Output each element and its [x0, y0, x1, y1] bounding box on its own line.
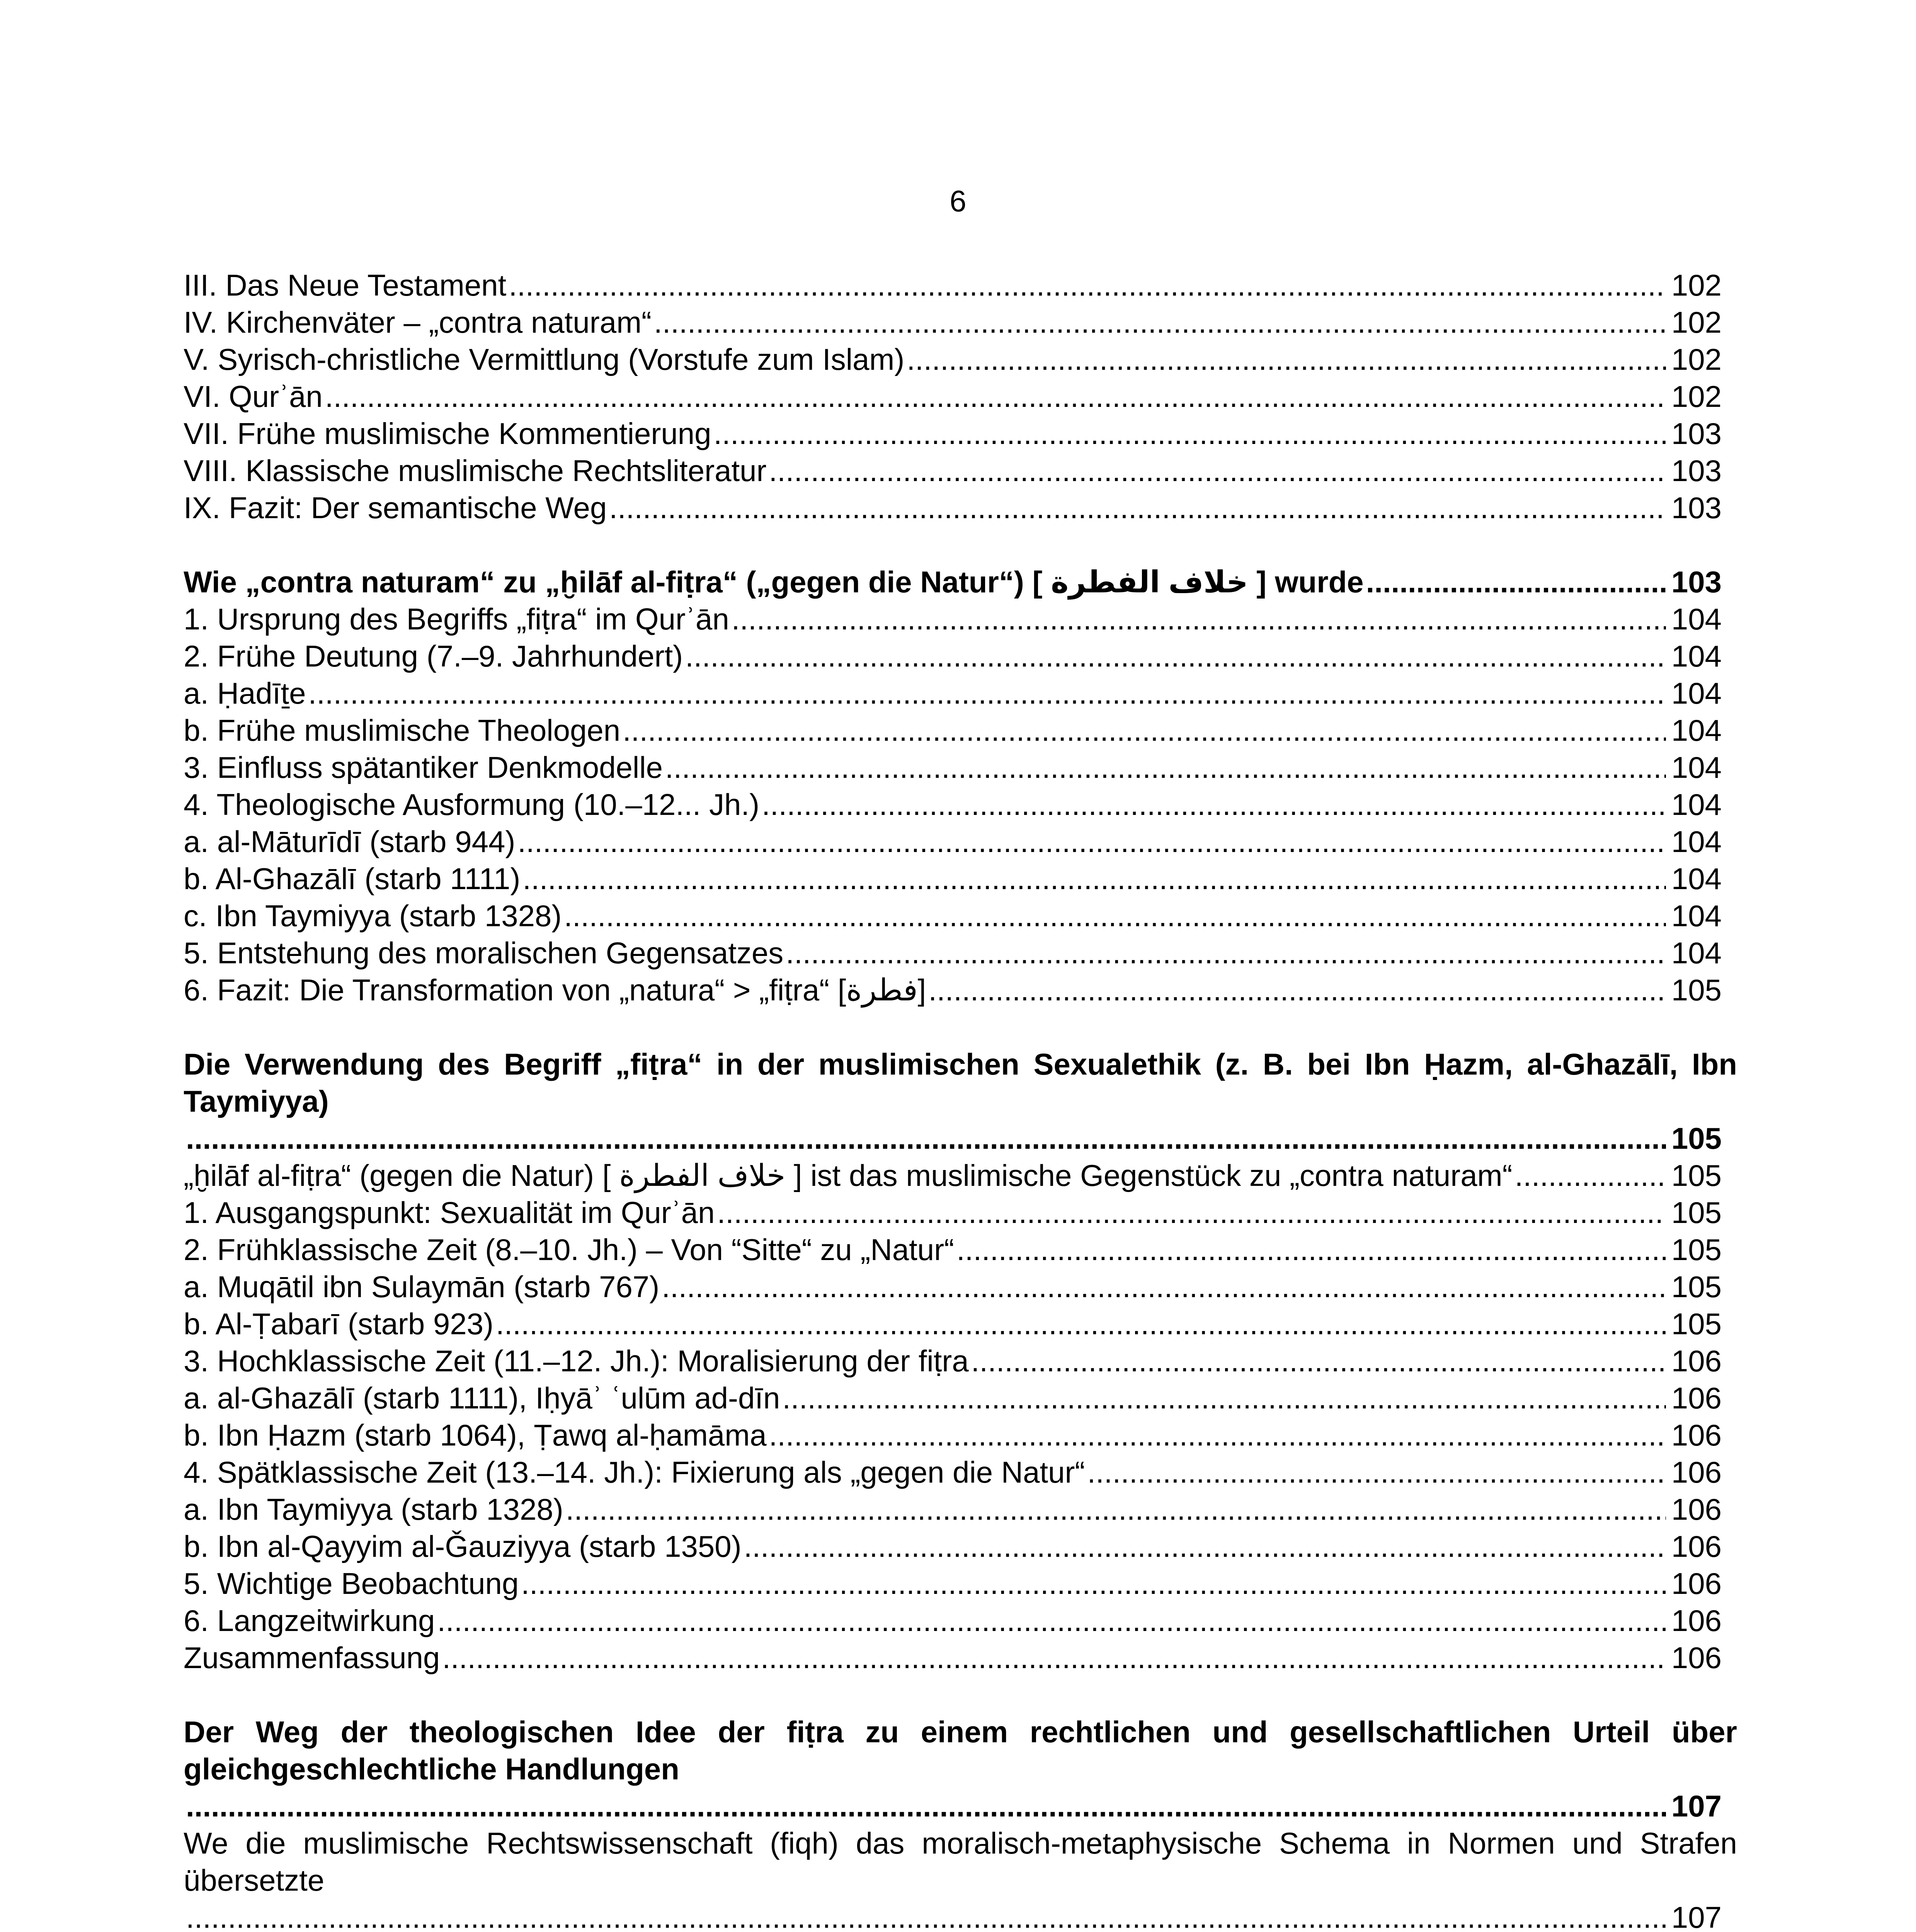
- toc-entry: [184, 452, 1737, 489]
- toc-entry-page: 105: [1671, 973, 1722, 1007]
- toc-heading: [184, 1713, 1737, 1825]
- toc-entry-label: a. al-Māturīdī (starb 944): [184, 825, 516, 859]
- toc-entry-page: 104: [1671, 787, 1722, 821]
- toc-entry: [184, 1825, 1737, 1932]
- toc-entry: [184, 1528, 1737, 1565]
- toc-entry: [184, 1305, 1737, 1342]
- toc-entry-label: a. Ḥadīṯe: [184, 676, 306, 710]
- dot-leader: [308, 675, 1666, 712]
- toc-entry-page: 104: [1671, 602, 1722, 636]
- toc-entry-page: 104: [1671, 899, 1722, 933]
- toc-entry-page: 102: [1671, 305, 1722, 339]
- dot-leader: [732, 600, 1666, 638]
- toc-entry: [184, 971, 1737, 1009]
- toc-entry-page: 103: [1671, 454, 1722, 488]
- toc-entry-label: III. Das Neue Testament: [184, 268, 507, 302]
- toc-entry: [184, 1417, 1737, 1454]
- toc-entry-page: 104: [1671, 750, 1722, 784]
- dot-leader: [685, 638, 1666, 675]
- toc-entry-page: 106: [1671, 1381, 1722, 1415]
- dot-leader: [1515, 1157, 1666, 1194]
- toc-entry-label: Wie „contra naturam“ zu „ḫilāf al-fiṭra“ („gegen die Natur“) [ خلاف الفطرة ] wurde: [184, 565, 1364, 599]
- toc-entry-label: a. al-Ghazālī (starb 1111), Iḥyāʾ ʿulūm ad-dīn: [184, 1381, 780, 1415]
- toc-entry-page: 105: [1671, 1158, 1722, 1192]
- toc-entry-label: b. Ibn al-Qayyim al-Ǧauziyya (starb 1350): [184, 1529, 742, 1563]
- toc-entry-page: 106: [1671, 1529, 1722, 1563]
- toc-entry-label: 6. Fazit: Die Transformation von „natura“ > „fiṭra“ [فطرة]: [184, 973, 926, 1007]
- toc-entry-page: 102: [1671, 379, 1722, 413]
- toc-entry-label: b. Al-Ṭabarī (starb 923): [184, 1307, 494, 1341]
- toc-entry: [184, 1565, 1737, 1602]
- toc-entry-page: 104: [1671, 639, 1722, 673]
- dot-leader: [714, 415, 1666, 452]
- toc-entry: [184, 1194, 1737, 1231]
- toc-entry: [184, 489, 1737, 526]
- dot-leader: [769, 452, 1666, 489]
- dot-leader: [782, 1379, 1666, 1417]
- toc-entry-page: 106: [1671, 1641, 1722, 1675]
- toc-entry: [184, 823, 1737, 860]
- toc-entry-label: Zusammenfassung: [184, 1641, 440, 1675]
- toc-entry-label: VIII. Klassische muslimische Rechtsliteratur: [184, 454, 767, 488]
- toc-entry: [184, 304, 1737, 341]
- toc-entry: [184, 1454, 1737, 1491]
- toc-entry: [184, 860, 1737, 897]
- dot-leader: [665, 749, 1666, 786]
- toc-entry: [184, 934, 1737, 971]
- toc-entry-page: 104: [1671, 713, 1722, 747]
- toc-entry: [184, 1157, 1737, 1194]
- dot-leader: [907, 341, 1666, 378]
- dot-leader: [1087, 1454, 1666, 1491]
- dot-leader: [744, 1528, 1666, 1565]
- toc-entry: [184, 341, 1737, 378]
- toc-entry: [184, 1268, 1737, 1305]
- toc-entry-label: 5. Entstehung des moralischen Gegensatzes: [184, 936, 784, 970]
- toc-entry-label: VI. Qurʾān: [184, 379, 323, 413]
- toc-entry-page: 106: [1671, 1344, 1722, 1378]
- toc-entry: [184, 897, 1737, 934]
- toc-entry: [184, 638, 1737, 675]
- toc-entry-page: 105: [1671, 1307, 1722, 1341]
- dot-leader: [517, 823, 1666, 860]
- toc-entry-page: 104: [1671, 676, 1722, 710]
- toc-entry-label: b. Al-Ghazālī (starb 1111): [184, 862, 521, 896]
- toc-entry-label: Die Verwendung des Begriff „fiṭra“ in der muslimischen Sexualethik (z. B. bei Ibn Ḥazm, al-Ghazālī, Ibn Taymiyya): [184, 1047, 1737, 1118]
- dot-leader: [442, 1639, 1666, 1676]
- dot-leader: [609, 489, 1666, 526]
- toc-entry: [184, 267, 1737, 304]
- toc-entry: [184, 1342, 1737, 1379]
- toc-entry-label: 1. Ursprung des Begriffs „fiṭra“ im Qurʾān: [184, 602, 729, 636]
- toc-entry-page: 104: [1671, 862, 1722, 896]
- table-of-contents: [184, 267, 1737, 1932]
- toc-entry-label: IX. Fazit: Der semantische Weg: [184, 491, 607, 525]
- toc-heading: [184, 1046, 1737, 1157]
- toc-entry-page: 104: [1671, 825, 1722, 859]
- toc-entry-page: 102: [1671, 342, 1722, 376]
- toc-entry-page: 107: [1671, 1789, 1722, 1823]
- toc-entry-page: 106: [1671, 1492, 1722, 1526]
- page-number: 6: [949, 184, 967, 218]
- dot-leader: [521, 1565, 1666, 1602]
- dot-leader: [762, 786, 1666, 823]
- dot-leader: [437, 1602, 1666, 1639]
- toc-entry-page: 105: [1671, 1196, 1722, 1230]
- toc-entry-page: 105: [1671, 1121, 1722, 1155]
- toc-entry-label: a. Ibn Taymiyya (starb 1328): [184, 1492, 563, 1526]
- toc-entry: [184, 749, 1737, 786]
- toc-entry: [184, 712, 1737, 749]
- toc-entry: [184, 1379, 1737, 1417]
- toc-entry-label: „ḫilāf al-fiṭra“ (gegen die Natur) [ خلاف الفطرة ] ist das muslimische Gegenstück zu „contra naturam“: [184, 1158, 1513, 1192]
- toc-entry-label: We die muslimische Rechtswissenschaft (fiqh) das moralisch-metaphysische Schema in Normen und Strafen übersetzte: [184, 1826, 1737, 1897]
- dot-leader: [496, 1305, 1666, 1342]
- toc-entry-label: a. Muqātil ibn Sulaymān (starb 767): [184, 1270, 660, 1304]
- dot-leader: [186, 1120, 1666, 1157]
- dot-leader: [662, 1268, 1666, 1305]
- toc-entry-label: b. Frühe muslimische Theologen: [184, 713, 621, 747]
- toc-entry: [184, 1602, 1737, 1639]
- toc-entry-label: 2. Frühe Deutung (7.–9. Jahrhundert): [184, 639, 683, 673]
- dot-leader: [717, 1194, 1666, 1231]
- toc-entry-page: 106: [1671, 1418, 1722, 1452]
- dot-leader: [509, 267, 1666, 304]
- dot-leader: [186, 1787, 1666, 1825]
- toc-entry-label: 3. Einfluss spätantiker Denkmodelle: [184, 750, 663, 784]
- toc-entry: [184, 600, 1737, 638]
- toc-entry-page: 106: [1671, 1604, 1722, 1638]
- toc-entry-label: V. Syrisch-christliche Vermittlung (Vorstufe zum Islam): [184, 342, 905, 376]
- toc-entry: [184, 1639, 1737, 1676]
- toc-entry: [184, 378, 1737, 415]
- toc-section: [184, 1046, 1737, 1676]
- toc-entry-label: 1. Ausgangspunkt: Sexualität im Qurʾān: [184, 1196, 715, 1230]
- toc-heading: [184, 563, 1737, 600]
- toc-entry-page: 106: [1671, 1566, 1722, 1600]
- dot-leader: [928, 971, 1666, 1009]
- toc-entry-label: 6. Langzeitwirkung: [184, 1604, 435, 1638]
- toc-entry-page: 103: [1671, 417, 1722, 451]
- toc-entry-label: 4. Theologische Ausformung (10.–12... Jh.): [184, 787, 760, 821]
- dot-leader: [564, 897, 1666, 934]
- toc-entry: [184, 1231, 1737, 1268]
- toc-section: [184, 267, 1737, 526]
- toc-section: [184, 563, 1737, 1009]
- toc-entry-page: 106: [1671, 1455, 1722, 1489]
- dot-leader: [325, 378, 1666, 415]
- toc-section: [184, 1713, 1737, 1932]
- toc-entry: [184, 786, 1737, 823]
- toc-entry: [184, 415, 1737, 452]
- toc-entry-label: IV. Kirchenväter – „contra naturam“: [184, 305, 652, 339]
- toc-entry-page: 105: [1671, 1270, 1722, 1304]
- dot-leader: [654, 304, 1666, 341]
- dot-leader: [623, 712, 1666, 749]
- dot-leader: [786, 934, 1666, 971]
- toc-entry-page: 103: [1671, 565, 1722, 599]
- dot-leader: [1366, 563, 1666, 600]
- toc-entry-label: 4. Spätklassische Zeit (13.–14. Jh.): Fixierung als „gegen die Natur“: [184, 1455, 1085, 1489]
- dot-leader: [971, 1342, 1666, 1379]
- dot-leader: [186, 1899, 1666, 1932]
- toc-entry-label: 5. Wichtige Beobachtung: [184, 1566, 519, 1600]
- toc-entry: [184, 675, 1737, 712]
- dot-leader: [956, 1231, 1666, 1268]
- toc-entry-label: Der Weg der theologischen Idee der fiṭra zu einem rechtlichen und gesellschaftlichen Urteil über gleichgeschlechtliche Handlungen: [184, 1715, 1737, 1786]
- toc-entry-page: 103: [1671, 491, 1722, 525]
- toc-entry: [184, 1491, 1737, 1528]
- toc-entry-page: 104: [1671, 936, 1722, 970]
- toc-entry-label: 3. Hochklassische Zeit (11.–12. Jh.): Moralisierung der fiṭra: [184, 1344, 969, 1378]
- dot-leader: [566, 1491, 1666, 1528]
- dot-leader: [522, 860, 1666, 897]
- toc-entry-label: c. Ibn Taymiyya (starb 1328): [184, 899, 562, 933]
- toc-entry-label: 2. Frühklassische Zeit (8.–10. Jh.) – Von “Sitte“ zu „Natur“: [184, 1233, 955, 1267]
- toc-entry-label: VII. Frühe muslimische Kommentierung: [184, 417, 711, 451]
- toc-entry-page: 107: [1671, 1900, 1722, 1932]
- toc-entry-page: 105: [1671, 1233, 1722, 1267]
- toc-entry-page: 102: [1671, 268, 1722, 302]
- dot-leader: [769, 1417, 1666, 1454]
- toc-entry-label: b. Ibn Ḥazm (starb 1064), Ṭawq al-ḥamāma: [184, 1418, 767, 1452]
